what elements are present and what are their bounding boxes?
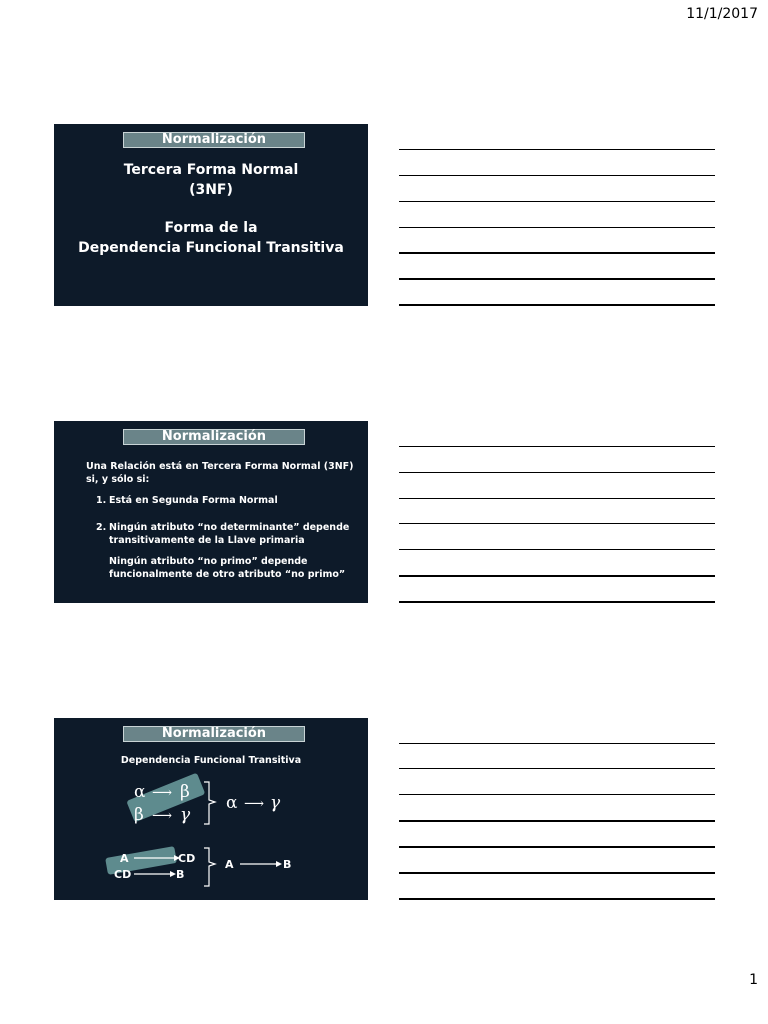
note-line bbox=[399, 575, 715, 577]
slide-2-item-1 bbox=[96, 494, 356, 507]
slide-2-intro bbox=[86, 460, 356, 486]
slide-1-subtitle bbox=[54, 218, 368, 258]
slide-2-intro-line1: Una Relación está en Tercera Forma Normal (3NF) bbox=[86, 461, 354, 472]
page-number: 1 bbox=[749, 972, 758, 988]
note-line bbox=[399, 872, 715, 874]
note-line bbox=[399, 898, 715, 900]
note-line bbox=[399, 149, 715, 150]
note-line bbox=[399, 252, 715, 254]
slide-3 bbox=[54, 718, 368, 900]
note-line bbox=[399, 472, 715, 473]
result-b: B bbox=[283, 858, 292, 871]
slide-2-header: Normalización bbox=[123, 429, 305, 445]
formula-1-arrow: ⟶ bbox=[152, 785, 173, 801]
result-alpha: α bbox=[226, 793, 238, 813]
list-text-line2: funcionalmente de otro atributo “no primo” bbox=[109, 569, 346, 580]
result-gamma: γ bbox=[270, 793, 281, 813]
formula-2-beta: β bbox=[134, 805, 144, 825]
note-line bbox=[399, 820, 715, 822]
slide-2-item-3 bbox=[96, 555, 356, 581]
formula-1-beta: β bbox=[180, 782, 190, 802]
note-line bbox=[399, 601, 715, 603]
print-date: 11/1/2017 bbox=[686, 6, 758, 22]
transitive-dependency-diagram bbox=[54, 718, 368, 900]
brace-2 bbox=[204, 848, 215, 886]
formula-1-alpha: α bbox=[134, 782, 146, 802]
note-line bbox=[399, 743, 715, 744]
slide-2-intro-line2: si, y sólo si: bbox=[86, 474, 150, 485]
note-line bbox=[399, 227, 715, 228]
note-line bbox=[399, 446, 715, 447]
slide-3-header: Normalización bbox=[123, 726, 305, 742]
result-arrow-head bbox=[276, 861, 282, 867]
note-line bbox=[399, 846, 715, 848]
note-line bbox=[399, 549, 715, 550]
note-line bbox=[399, 794, 715, 795]
note-line bbox=[399, 278, 715, 280]
list-text-line1: Ningún atributo “no primo” depende bbox=[109, 556, 308, 567]
slide-1 bbox=[54, 124, 368, 306]
list-text: Está en Segunda Forma Normal bbox=[109, 495, 278, 506]
brace-1 bbox=[204, 782, 215, 824]
result-arrow: ⟶ bbox=[244, 796, 265, 812]
result-a: A bbox=[225, 858, 234, 871]
example-cd-2: CD bbox=[114, 868, 132, 881]
note-line bbox=[399, 304, 715, 306]
example-cd-1: CD bbox=[178, 852, 196, 865]
slide-3-subtitle: Dependencia Funcional Transitiva bbox=[120, 755, 302, 766]
formula-2-gamma: γ bbox=[180, 805, 191, 825]
list-number: 1. bbox=[96, 495, 107, 506]
note-line bbox=[399, 201, 715, 202]
slide-1-title-line1: Tercera Forma Normal bbox=[123, 162, 299, 178]
example-a: A bbox=[120, 852, 129, 865]
slide-1-header: Normalización bbox=[123, 132, 305, 148]
slide-1-subtitle-line1: Forma de la bbox=[164, 220, 258, 236]
formula-2-arrow: ⟶ bbox=[152, 808, 173, 824]
note-line bbox=[399, 523, 715, 524]
list-text-line1: Ningún atributo “no determinante” depende bbox=[109, 522, 350, 533]
list-number: 2. bbox=[96, 522, 107, 533]
list-text-line2: transitivamente de la Llave primaria bbox=[109, 535, 305, 546]
slide-1-title-line2: (3NF) bbox=[189, 182, 233, 198]
note-line bbox=[399, 175, 715, 176]
slide-1-title bbox=[54, 160, 368, 200]
slide-1-subtitle-line2: Dependencia Funcional Transitiva bbox=[78, 240, 344, 256]
note-line bbox=[399, 768, 715, 769]
slide-2-item-2 bbox=[96, 521, 356, 547]
slide-2 bbox=[54, 421, 368, 603]
example-b-1: B bbox=[176, 868, 185, 881]
note-line bbox=[399, 498, 715, 499]
